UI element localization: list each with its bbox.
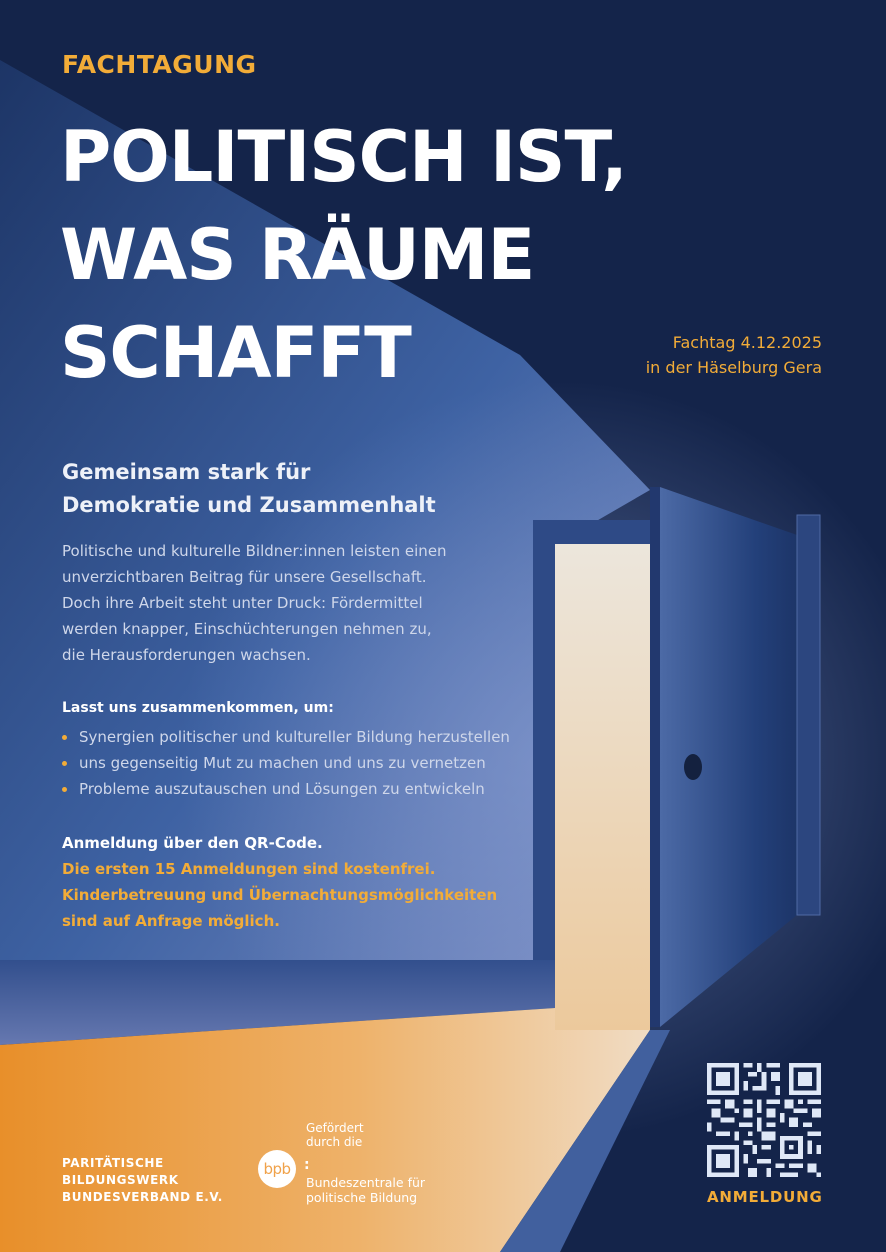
intro-line: Doch ihre Arbeit steht unter Druck: Fördermittel (62, 594, 423, 612)
sponsor-name-line: Bundeszentrale für (306, 1175, 426, 1190)
event-type-label: FACHTAGUNG (62, 50, 257, 79)
list-item-text: uns gegenseitig Mut zu machen und uns zu vernetzen (79, 754, 486, 772)
organizer-logo (62, 1155, 223, 1206)
sponsor-intro (306, 1121, 364, 1149)
intro-line: werden knapper, Einschüchterungen nehmen zu, (62, 620, 432, 638)
title-line: WAS RÄUME (60, 214, 535, 296)
list-item (62, 750, 510, 776)
intro-line: Politische und kulturelle Bildner:innen leisten einen (62, 542, 447, 560)
intro-paragraph (62, 538, 482, 668)
intro-line: die Herausforderungen wachsen. (62, 646, 311, 664)
sponsor-name-line: politische Bildung (306, 1190, 418, 1205)
sponsor-intro-line: Gefördert (306, 1121, 364, 1135)
registration-note: sind auf Anfrage möglich. (62, 912, 280, 930)
bpb-logo-icon: bpb (258, 1150, 296, 1188)
bullet-icon (62, 787, 67, 792)
goals-list (62, 724, 510, 802)
registration-label: ANMELDUNG (707, 1188, 823, 1206)
event-date: Fachtag 4.12.2025 (672, 333, 822, 352)
list-item-text: Probleme auszutauschen und Lösungen zu entwickeln (79, 780, 485, 798)
registration-note: Kinderbetreuung und Übernachtungsmöglichkeiten (62, 886, 498, 904)
list-item (62, 724, 510, 750)
list-item-text: Synergien politischer und kultureller Bildung herzustellen (79, 728, 510, 746)
title-line: SCHAFFT (60, 312, 411, 394)
bullets-lead: Lasst uns zusammenkommen, um: (62, 700, 334, 716)
list-item (62, 776, 510, 802)
qr-code-icon[interactable] (707, 1063, 821, 1177)
subheading (62, 456, 436, 522)
subheading-line: Gemeinsam stark für (62, 460, 311, 484)
organizer-line: BUNDESVERBAND E.V. (62, 1190, 223, 1204)
bullet-icon (62, 761, 67, 766)
bullet-icon (62, 735, 67, 740)
subheading-line: Demokratie und Zusammenhalt (62, 493, 436, 517)
registration-info (62, 830, 497, 934)
event-location: in der Häselburg Gera (645, 358, 822, 377)
sponsor-name (306, 1175, 425, 1205)
organizer-line: PARITÄTISCHE (62, 1156, 164, 1170)
title-line: POLITISCH IST, (60, 116, 627, 198)
event-date-location (646, 330, 822, 380)
intro-line: unverzichtbaren Beitrag für unsere Gesellschaft. (62, 568, 427, 586)
registration-note: Die ersten 15 Anmeldungen sind kostenfrei. (62, 860, 436, 878)
poster-title (60, 108, 627, 402)
organizer-line: BILDUNGSWERK (62, 1173, 179, 1187)
registration-instruction: Anmeldung über den QR-Code. (62, 834, 323, 852)
sponsor-intro-line: durch die (306, 1135, 363, 1149)
bpb-logo-colon: : (304, 1157, 310, 1173)
